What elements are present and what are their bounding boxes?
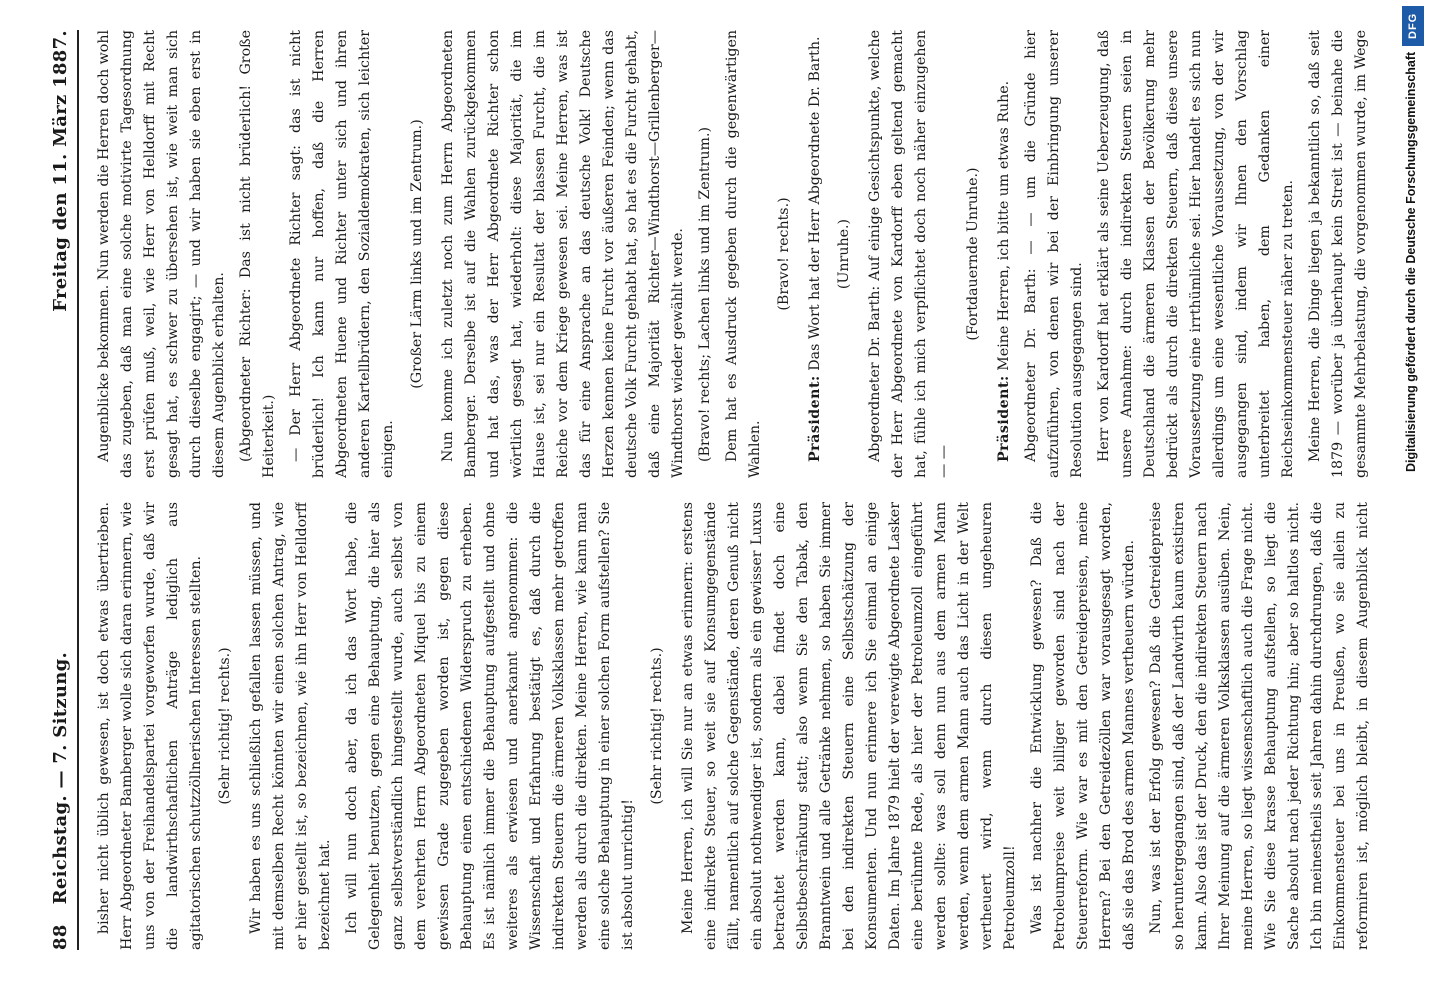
stage-direction: (Bravo! rechts.) (776, 197, 792, 311)
paragraph: bisher nicht üblich gewesen, ist doch etwas übertrieben. Herr Abgeordneter Bamberger wolle sich daran erinnern, wie uns von der Freihandelspartei vorgeworfen wurde, daß wir die landwirthschaftlichen Anträge lediglich aus agitatorischen schutzzöllnerischen Interessen stellten. (96, 502, 204, 950)
stage-direction: (Sehr richtig! rechts.) (217, 647, 233, 805)
rotated-page (30, 0, 1400, 1000)
page-header (50, 30, 79, 950)
speaker-paragraph (993, 30, 1016, 478)
paragraph: Ich will nun doch aber, da ich das Wort habe, die Gelegenheit benutzen, gegen eine Behauptung, die hier als ganz selbstverständlich hingestellt wurde, auch selbst von dem verehrten Herrn Abgeordneten Miquel bis zu einem gewissen Grade zugegeben worden ist, gegen diese Behauptung einen entschiedenen Widerspruch zu erheben. Es ist nämlich immer die Behauptung aufgestellt und ohne weiteres als erwiesen und anerkannt angenommen: die Wissenschaft und Erfahrung bestätigt es, daß durch die indirekten Steuern die ärmeren Volksklassen mehr getroffen werden als durch die direkten. Meine Herren, wie kann man eine solche Behauptung in einer solchen Form aufstellen? Sie ist absolut unrichtig! (344, 502, 636, 950)
page-number: 88 (50, 924, 71, 950)
paragraph: (Abgeordneter Richter: Das ist nicht brüderlich! Große Heiterkeit.) (238, 30, 277, 478)
credit-strip (1404, 0, 1428, 1000)
paragraph: Wir haben es uns schließlich gefallen lassen müssen, und mit demselben Recht könnten wir einen solchen Antrag, wie er hier gestellt ist, so bezeichnen, wie ihn Herr von Helldorff bezeichnet hat. (248, 502, 333, 950)
stage-direction: (Fortdauernde Unruhe.) (965, 167, 981, 341)
paragraph: Nun komme ich zuletzt noch zum Herrn Abgeordneten Bamberger. Derselbe ist auf die Wahlen zurückgekommen und hat das, was der Herr Abgeordnete Richter schon wörtlich gesagt hat, wiederholt: diese Majorität, die im Hause ist, sei nur ein Resultat der blassen Furcht, die im Reiche vor dem Kriege gewesen sei. Meine Herren, was ist das für eine Ansprache an das deutsche Volk! Deutsche Herzen kennen keine Furcht vor äußeren Feinden; wenn das deutsche Volk Furcht gehabt hat, so hat es die Furcht gehabt, daß eine Majorität Richter—Windthorst—Grillenberger—Windthorst wieder gewählt werde. (440, 30, 686, 478)
right-column (93, 30, 1373, 478)
stage-direction: (Sehr richtig! rechts.) (649, 647, 665, 805)
paragraph: Augenblicke bekommen. Nun werden die Herren doch wohl das zugeben, daß man eine solche motivirte Tagesordnung erst prüfen muß, weil, wie Herr von Helldorff mit Recht gesagt hat, es schwer zu übersehen ist, wie weit man sich durch dieselbe engagirt; — und wir haben sie eben erst in diesem Augenblick erhalten. (96, 30, 227, 478)
speaker-text: Meine Herren, ich bitte um etwas Ruhe. (996, 80, 1012, 371)
paragraph: Nun, was ist der Erfolg gewesen? Daß die Getreidepreise so heruntergegangen sind, daß der Landwirth kaum existiren kann. Also das ist der Druck, den die indirekten Steuern nach Ihrer Meinung auf die ärmeren Volksklassen ausüben. Nein, meine Herren, so liegt wissenschaftlich auch die Frage nicht. Wie Sie diese krasse Behauptung aufstellen, so liegt die Sache absolut nach jeder Richtung hin; aber so haltlos nicht. Ich bin meinestheils seit Jahren dahin durchdrungen, daß die Einkommensteuer bei uns in Preußen, wo sie allein zu reformiren ist, möglich bleibt, in diesem Augenblick nicht (1148, 502, 1371, 950)
left-column (93, 502, 1373, 950)
stage-direction: (Unruhe.) (836, 218, 852, 290)
dfg-credit-text: Digitalisierung gefördert durch die Deutsche Forschungsgemeinschaft (1404, 52, 1418, 473)
paragraph: Abgeordneter Dr. Barth: — — um die Gründe hier aufzuführen, von denen wir bei der Einbringung unserer Resolution ausgegangen sind. (1023, 30, 1085, 478)
paragraph: Meine Herren, die Dinge liegen ja bekanntlich so, daß seit 1879 — worüber ja überhaupt kein Streit ist — beinahe die gesammte Mehrbelastung, die vorgenommen wurde, im Wege (1307, 30, 1369, 478)
speaker-paragraph (804, 30, 827, 478)
session-date: Freitag den 11. März 1887. (50, 30, 71, 312)
session-title: Reichstag. — 7. Sitzung. (50, 651, 71, 905)
speaker-text: Das Wort hat der Herr Abgeordnete Dr. Barth. (807, 36, 823, 371)
paragraph: — Der Herr Abgeordnete Richter sagt: das ist nicht brüderlich! Ich kann nur hoffen, daß die Herren Abgeordneten Huene und Richter unter sich und ihren anderen Kartellbrüdern, den Sozialdemokraten, sich leichter einigen. (288, 30, 396, 478)
paragraph: (Bravo! rechts; Lachen links und im Zentrum.) (697, 127, 713, 462)
paragraph: Dem hat es Ausdruck gegeben durch die gegenwärtigen Wahlen. (724, 30, 763, 478)
speaker-name: Präsident: (996, 375, 1012, 462)
text-columns (93, 30, 1373, 950)
paragraph: Was ist nachher die Entwicklung gewesen? Daß die Petroleumpreise weit billiger geworden sind nach der Steuerreform. Wie war es mit den Getreidepreisen, meine Herren? Bei den Getreidezöllen war vorausgesagt worden, daß sie das Brod des armen Mannes vertheuern würden. (1029, 502, 1137, 950)
stage-direction: (Großer Lärm links und im Zentrum.) (409, 119, 425, 389)
paragraph: Abgeordneter Dr. Barth: Auf einige Gesichtspunkte, welche der Herr Abgeordnete von Kardorff eben geltend gemacht hat, fühle ich mich verpflichtet doch noch näher einzugehen — — (867, 30, 952, 478)
dfg-logo-icon: DFG (1402, 6, 1424, 46)
speaker-name: Präsident: (807, 375, 823, 462)
paragraph: Meine Herren, ich will Sie nur an etwas erinnern: erstens eine indirekte Steuer, so weit sie auf Konsumgegenstände fällt, namentlich auf solche Gegenstände, deren Genuß nicht ein absolut nothwendiger ist, sondern als ein gewisser Luxus betrachtet werden kann, dabei findet doch eine Selbstbeschränkung statt; also wenn Sie den Tabak, den Branntwein und alle Getränke nehmen, so haben Sie immer bei den indirekten Steuern eine Selbstschätzung der Konsumenten. Und nun erinnere ich Sie einmal an einige Daten. Im Jahre 1879 hielt der verewigte Abgeordnete Lasker eine berühmte Rede, als hier der Petroleumzoll eingeführt werden sollte: was soll denn nun aus dem armen Mann werden, wenn dem armen Mann auch das Licht in der Welt vertheuert wird, wenn durch diesen ungeheuren Petroleumzoll! (680, 502, 1018, 950)
paragraph: Herr von Kardorff hat erklärt als seine Ueberzeugung, daß unsere Annahme: durch die indirekten Steuern seien in Deutschland die ärmeren Klassen der Bevölkerung mehr bedrückt als durch die direkten Steuern, daß diese unsere Voraussetzung eine irrthümliche sei. Hier handelt es sich nun allerdings um eine wesentliche Voraussetzung, von der wir ausgegangen sind, indem wir Ihnen den Vorschlag unterbreitet haben, dem Gedanken einer Reichseinkommensteuer näher zu treten. (1096, 30, 1296, 478)
